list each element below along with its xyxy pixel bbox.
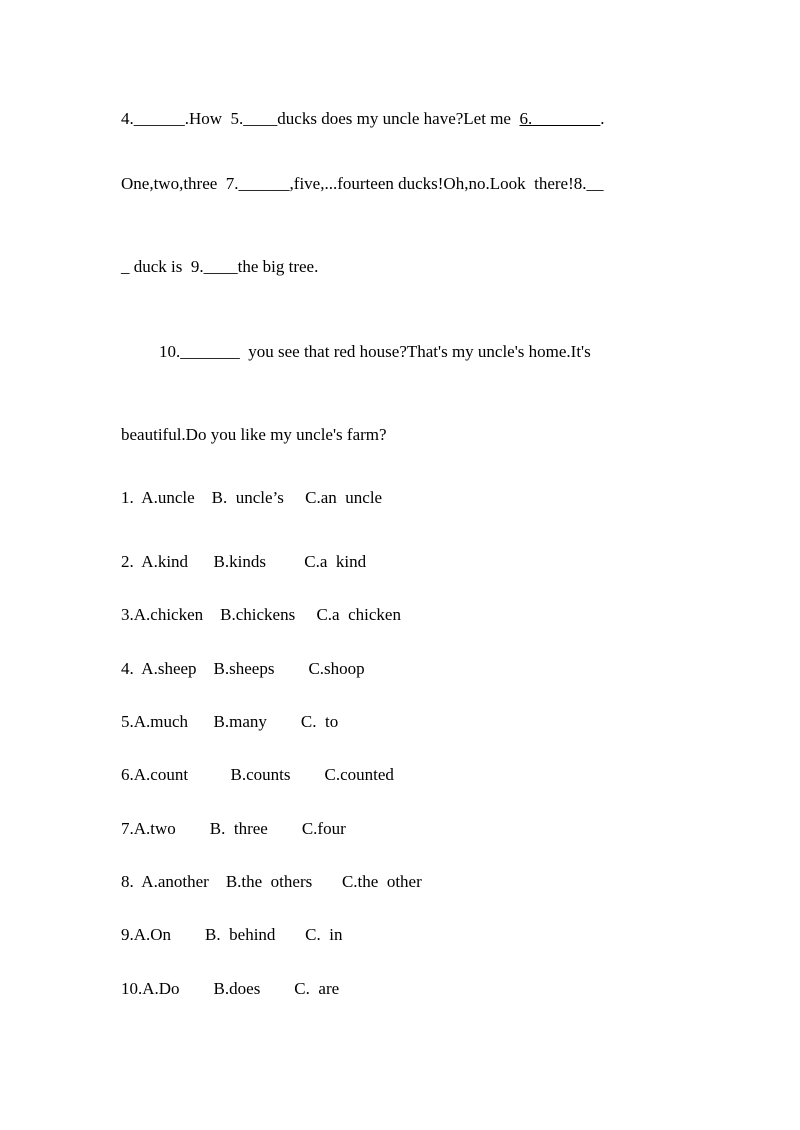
option-row-8: 8. A.another B.the others C.the other — [121, 872, 422, 891]
option-row-9: 9.A.On B. behind C. in — [121, 925, 343, 944]
option-row-4: 4. A.sheep B.sheeps C.shoop — [121, 659, 365, 678]
option-row-2: 2. A.kind B.kinds C.a kind — [121, 552, 367, 571]
option-row-3: 3.A.chicken B.chickens C.a chicken — [121, 605, 401, 624]
passage-line-1 — [121, 109, 604, 129]
blank-6: 6.________ — [519, 109, 601, 128]
passage-line-1-end: . — [600, 109, 605, 128]
option-row-10: 10.A.Do B.does C. are — [121, 979, 340, 998]
passage-line-2: One,two,three 7.______,five,...fourteen ducks!Oh,no.Look there!8.__ — [121, 174, 604, 193]
passage-line-4: 10._______ you see that red house?That's my uncle's home.It's — [159, 342, 591, 361]
option-row-1: 1. A.uncle B. uncle’s C.an uncle — [121, 488, 383, 507]
option-row-7: 7.A.two B. three C.four — [121, 819, 346, 838]
option-row-6: 6.A.count B.counts C.counted — [121, 765, 394, 784]
passage-line-1-text: 4.______.How 5.____ducks does my uncle have?Let me — [121, 109, 520, 128]
passage-line-3: _ duck is 9.____the big tree. — [121, 257, 319, 276]
option-row-5: 5.A.much B.many C. to — [121, 712, 339, 731]
passage-line-5: beautiful.Do you like my uncle's farm? — [121, 425, 387, 444]
